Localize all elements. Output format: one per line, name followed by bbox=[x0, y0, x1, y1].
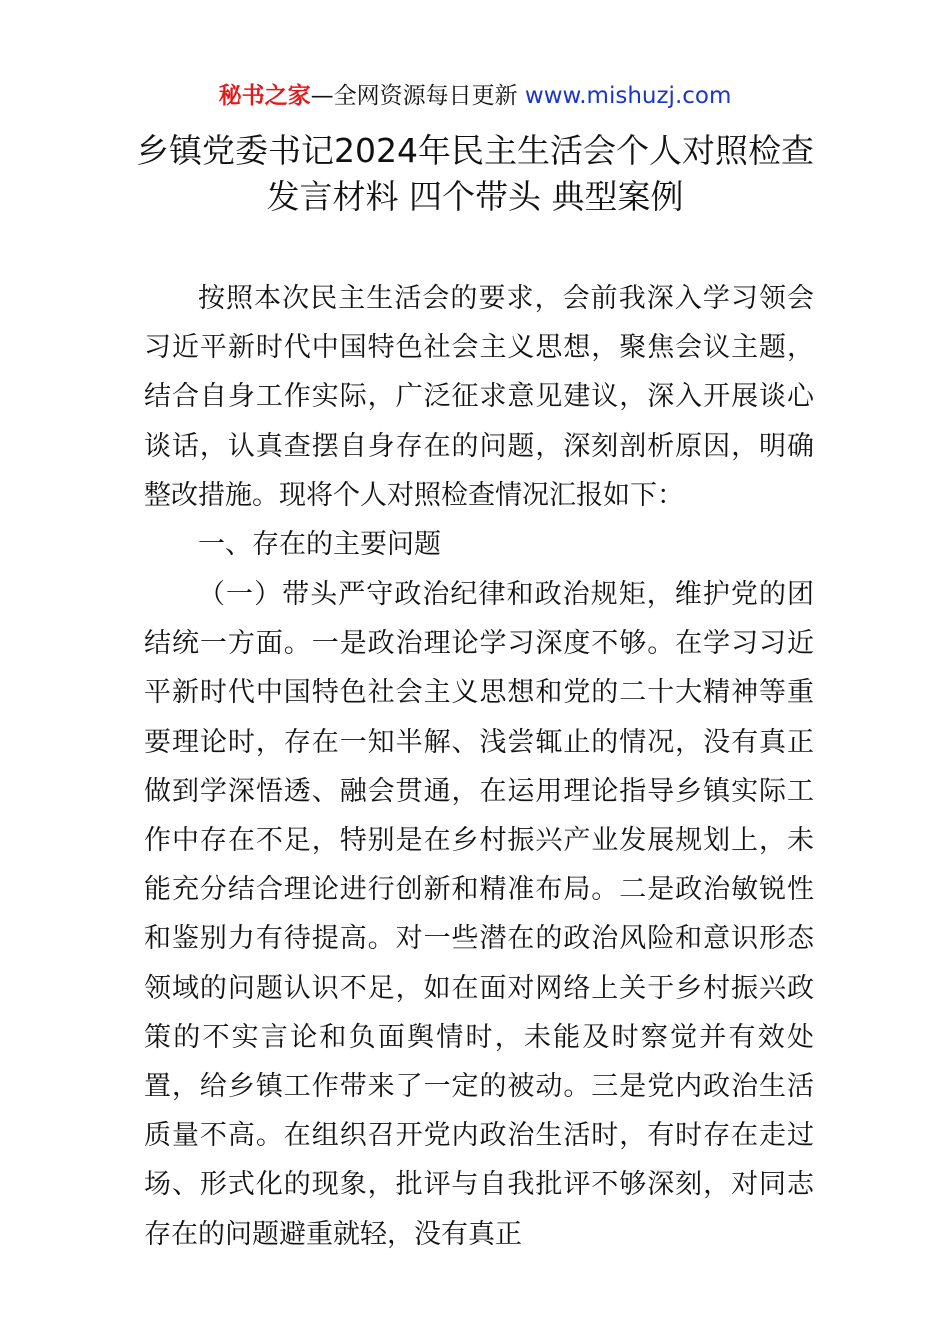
document-title-line-2: 发言材料 四个带头 典型案例 bbox=[266, 177, 684, 216]
intro-paragraph bbox=[144, 274, 814, 520]
section-heading bbox=[144, 520, 814, 569]
intro-paragraph-text: 按照本次民主生活会的要求，会前我深入学习领会习近平新时代中国特色社会主义思想，聚焦会议主题，结合自身工作实际，广泛征求意见建议，深入开展谈心谈话，认真查摆自身存在的问题，深刻剖析原因，明确整改措施。现将个人对照检查情况汇报如下： bbox=[144, 283, 814, 511]
header-tagline: —全网资源每日更新 bbox=[310, 83, 525, 109]
document-title-line-1: 乡镇党委书记2024年民主生活会个人对照检查 bbox=[136, 131, 814, 170]
section-heading-text: 一、存在的主要问题 bbox=[198, 529, 441, 560]
site-url-link[interactable]: www.mishuzj.com bbox=[524, 83, 732, 109]
section-1-paragraph bbox=[144, 570, 814, 1259]
section-1-paragraph-text: （一）带头严守政治纪律和政治规矩，维护党的团结统一方面。一是政治理论学习深度不够。在学习习近平新时代中国特色社会主义思想和党的二十大精神等重要理论时，存在一知半解、浅尝辄止的情况，没有真正做到学深悟透、融会贯通，在运用理论指导乡镇实际工作中存在不足，特别是在乡村振兴产业发展规划上，未能充分结合理论进行创新和精准布局。二是政治敏锐性和鉴别力有待提高。对一些潜在的政治风险和意识形态领域的问题认识不足，如在面对网络上关于乡村振兴政策的不实言论和负面舆情时，未能及时察觉并有效处置，给乡镇工作带来了一定的被动。三是党内政治生活质量不高。在组织召开党内政治生活时，有时存在走过场、形式化的现象，批评与自我批评不够深刻，对同志存在的问题避重就轻，没有真正 bbox=[144, 579, 814, 1250]
header-banner bbox=[0, 80, 950, 112]
brand-name: 秘书之家 bbox=[218, 83, 311, 109]
